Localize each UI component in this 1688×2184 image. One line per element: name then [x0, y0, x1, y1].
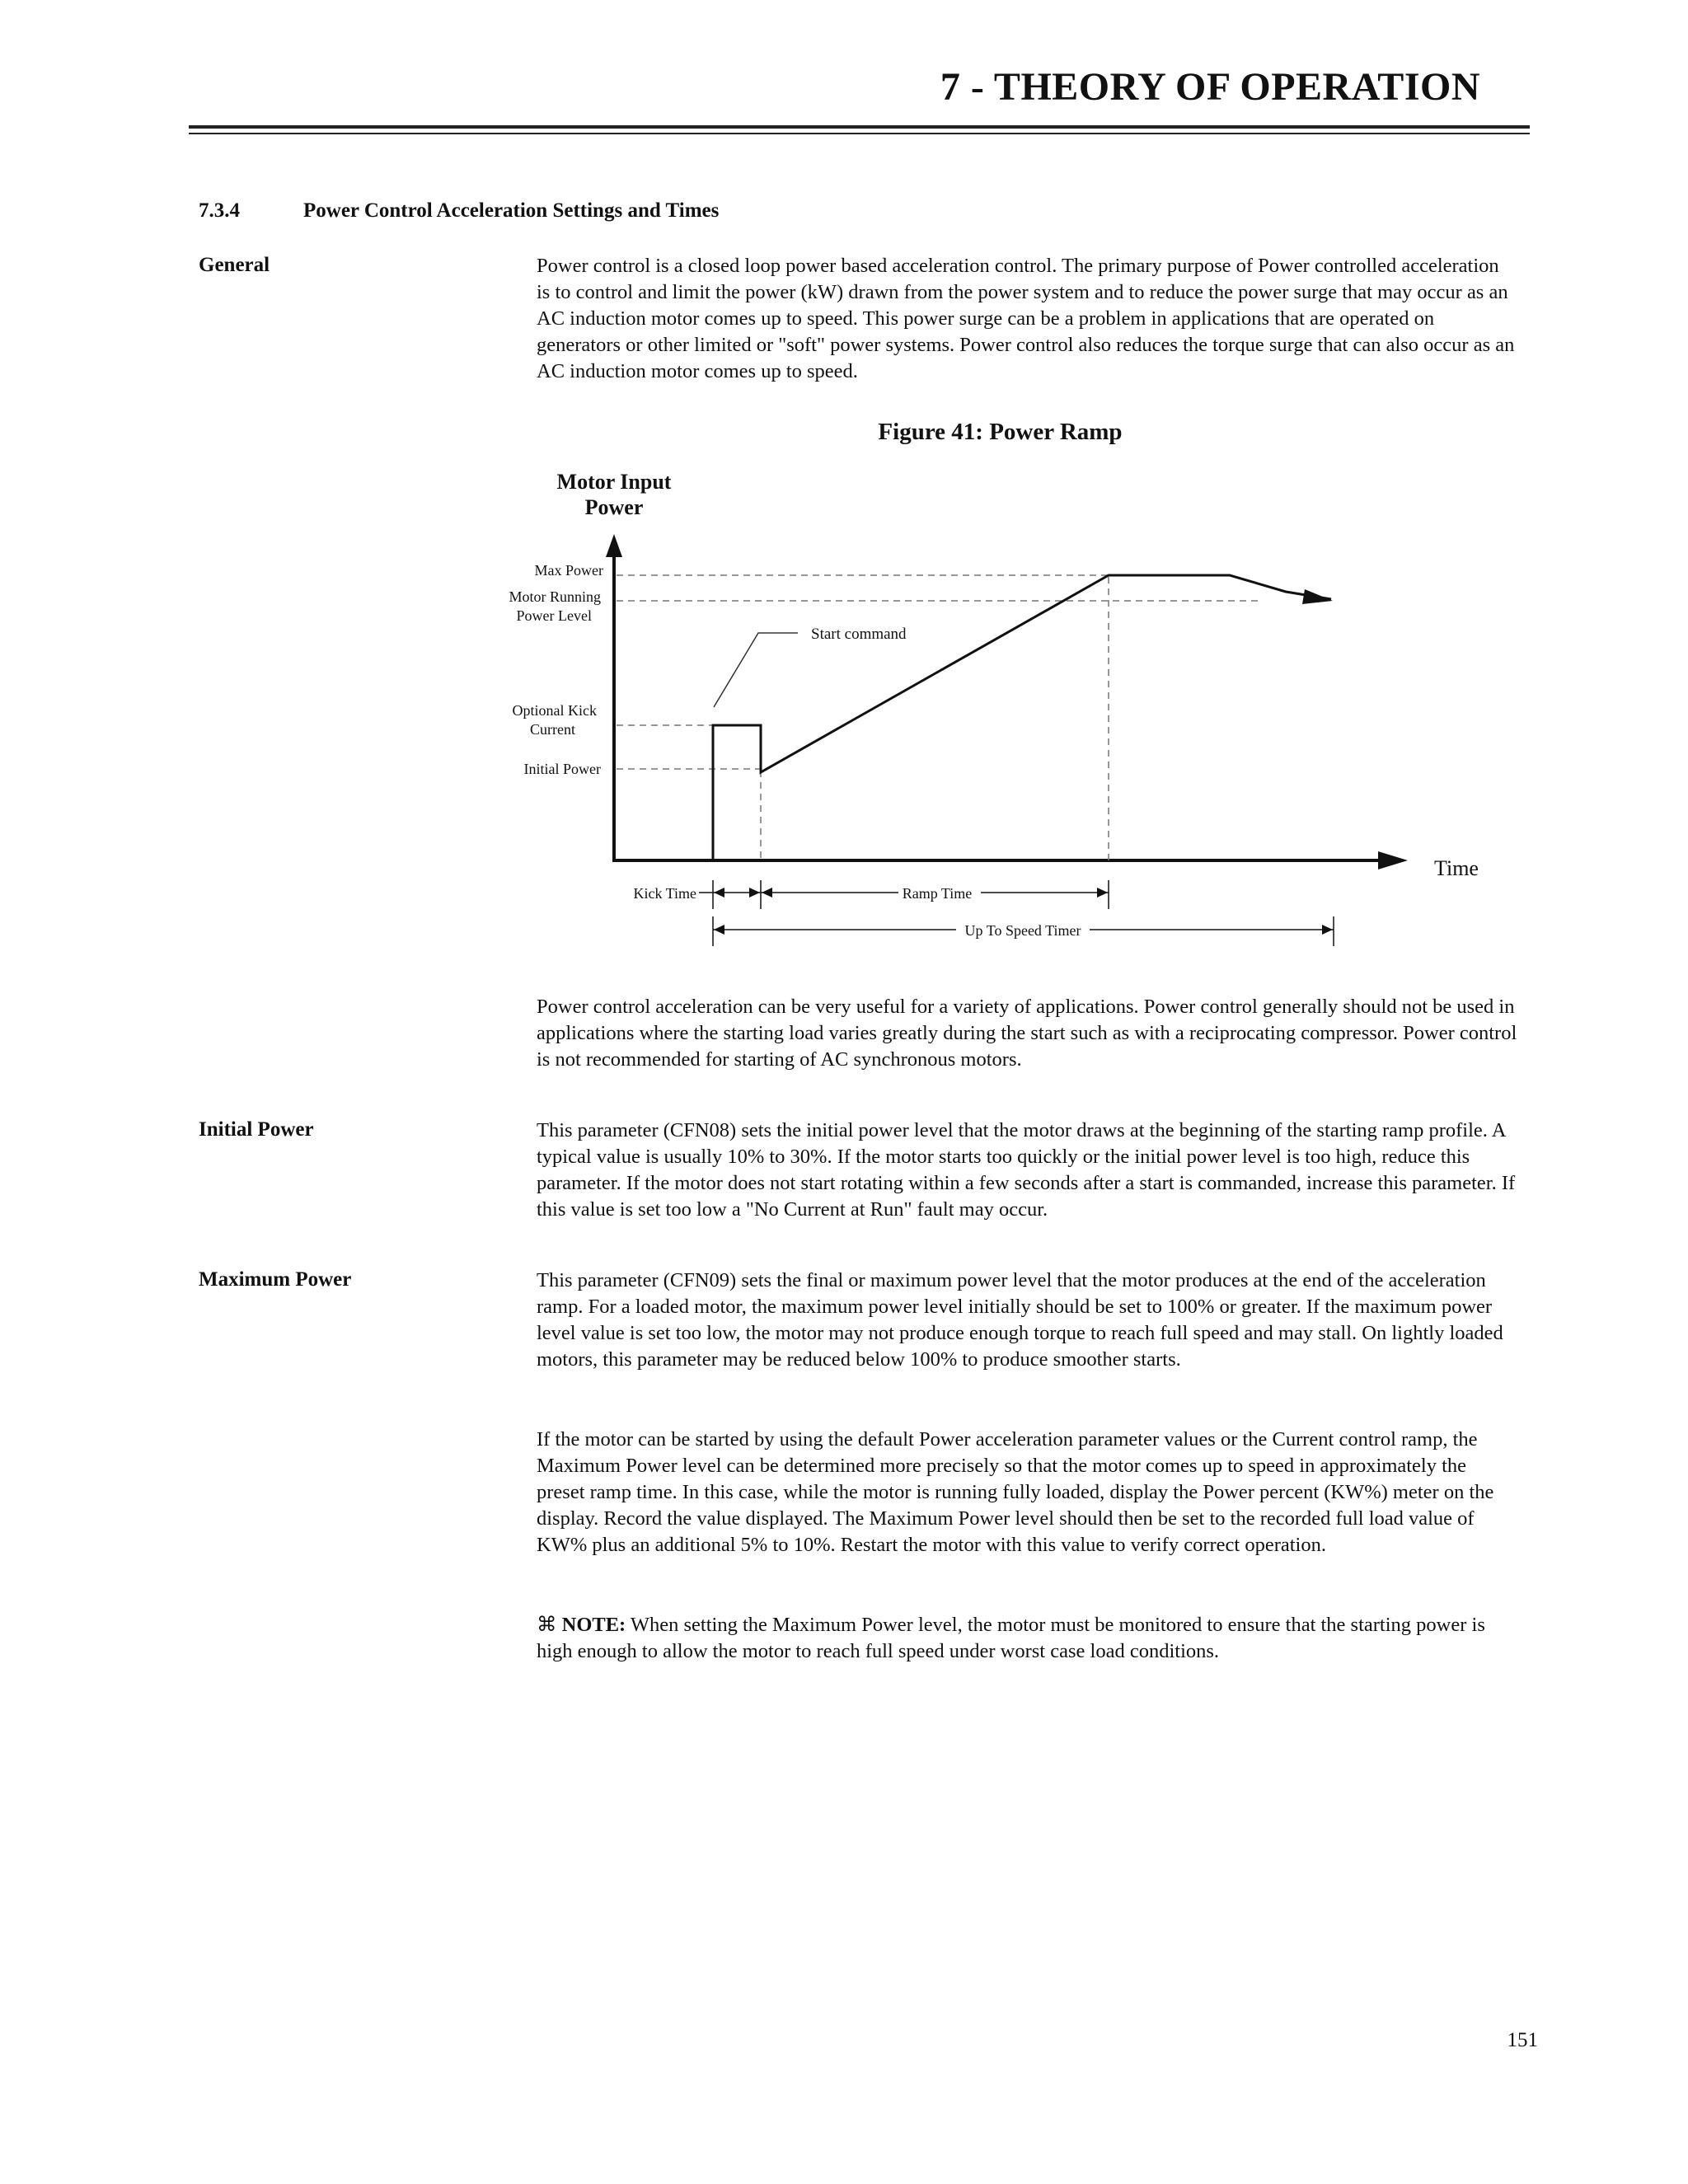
level-label-running-line1: Motor Running	[509, 588, 601, 605]
after-figure-paragraph	[537, 994, 1517, 1073]
ramp-time-arrow-right-icon	[1097, 888, 1108, 898]
start-command-label: Start command	[811, 626, 907, 643]
initial-power-text: This parameter (CFN08) sets the initial power level that the motor draws at the beginning of the starting ramp profile. A typical value is usually 10% to 30%. If the motor starts too quickly or the initial power level is too high, reduce this parameter. If the motor does not start rotating within a few seconds after a start is commanded, increase this parameter. If this value is set too low a "No Current at Run" fault may occur.	[537, 1119, 1516, 1221]
x-axis-arrow-icon	[1378, 851, 1408, 869]
level-label-max-power: Max Power	[534, 562, 603, 579]
section-title: Power Control Acceleration Settings and Times	[303, 199, 720, 222]
power-ramp-figure	[0, 0, 1688, 989]
x-axis-title: Time	[1434, 856, 1479, 880]
curve-arrow-icon	[1302, 589, 1333, 604]
section-number: 7.3.4	[199, 199, 240, 222]
maximum-power-text-1: This parameter (CFN09) sets the final or maximum power level that the motor produces at the end of the acceleration ramp. For a loaded motor, the maximum power level initially should be set to 100% or greater. If the maximum power level value is set too low, the motor may not produce enough torque to reach full speed and may stall. On lightly loaded motors, this parameter may be reduced below 100% to produce smoother starts.	[537, 1269, 1503, 1371]
kick-time-label: Kick Time	[633, 885, 696, 902]
chapter-title: 7 - THEORY OF OPERATION	[940, 65, 1480, 109]
note-label: NOTE:	[561, 1614, 626, 1636]
ramp-time-label: Ramp Time	[902, 885, 973, 902]
y-axis-title-line1: Motor Input	[556, 470, 672, 494]
level-label-running-line2: Power Level	[516, 607, 592, 624]
up-to-speed-arrow-left-icon	[714, 925, 724, 935]
maximum-power-label: Maximum Power	[199, 1268, 352, 1291]
level-label-kick-line2: Current	[530, 721, 575, 738]
general-text: Power control is a closed loop power based acceleration control. The primary purpose of Power controlled acceleration is to control and limit the power (kW) drawn from the power system and to reduce the power surge that may occur as an AC induction motor comes up to speed. This power surge can be a problem in applications that are operated on generators or other limited or "soft" power systems. Power control also reduces the torque surge that can also occur as an AC induction motor comes up to speed.	[537, 255, 1515, 382]
maximum-power-text-2: If the motor can be started by using the default Power acceleration parameter values or the Current control ramp, the Maximum Power level can be determined more precisely so that the motor comes up to speed in approximately the preset ramp time. In this case, while the motor is running fully loaded, display the Power percent (KW%) meter on the display. Record the value displayed. The Maximum Power level should then be set to the recorded full load value of KW% plus an additional 5% to 10%. Restart the motor with this value to verify correct operation.	[537, 1428, 1494, 1556]
y-axis-arrow-icon	[606, 534, 622, 557]
command-icon: ⌘	[537, 1614, 557, 1636]
figure-caption: Figure 41: Power Ramp	[878, 419, 1123, 445]
after-figure-text: Power control acceleration can be very useful for a variety of applications. Power control generally should not be used in applications where the starting load varies greatly during the start such as with a reciprocating compressor. Power control is not recommended for starting of AC synchronous motors.	[537, 996, 1517, 1071]
general-label: General	[199, 254, 270, 276]
up-to-speed-timer-label: Up To Speed Timer	[964, 922, 1081, 939]
note-paragraph	[537, 1612, 1517, 1665]
page-number: 151	[1507, 2029, 1538, 2051]
y-axis-title-line2: Power	[584, 495, 644, 519]
note-text: When setting the Maximum Power level, the motor must be monitored to ensure that the starting power is high enough to allow the motor to reach full speed under worst case load conditions.	[537, 1614, 1485, 1662]
note	[537, 1612, 1517, 1665]
up-to-speed-arrow-right-icon	[1322, 925, 1333, 935]
initial-power-paragraph	[537, 1118, 1517, 1223]
maximum-power-paragraph-1	[537, 1268, 1517, 1373]
level-label-initial-power: Initial Power	[523, 761, 601, 777]
level-label-kick-line1: Optional Kick	[512, 702, 597, 719]
kick-time-arrow-right-icon	[749, 888, 760, 898]
initial-power-label: Initial Power	[199, 1118, 314, 1141]
kick-time-arrow-left-icon	[714, 888, 724, 898]
maximum-power-paragraph-2	[537, 1427, 1517, 1558]
power-ramp-curve	[713, 575, 1331, 860]
start-command-leader-line	[714, 633, 798, 707]
ramp-time-arrow-left-icon	[762, 888, 772, 898]
